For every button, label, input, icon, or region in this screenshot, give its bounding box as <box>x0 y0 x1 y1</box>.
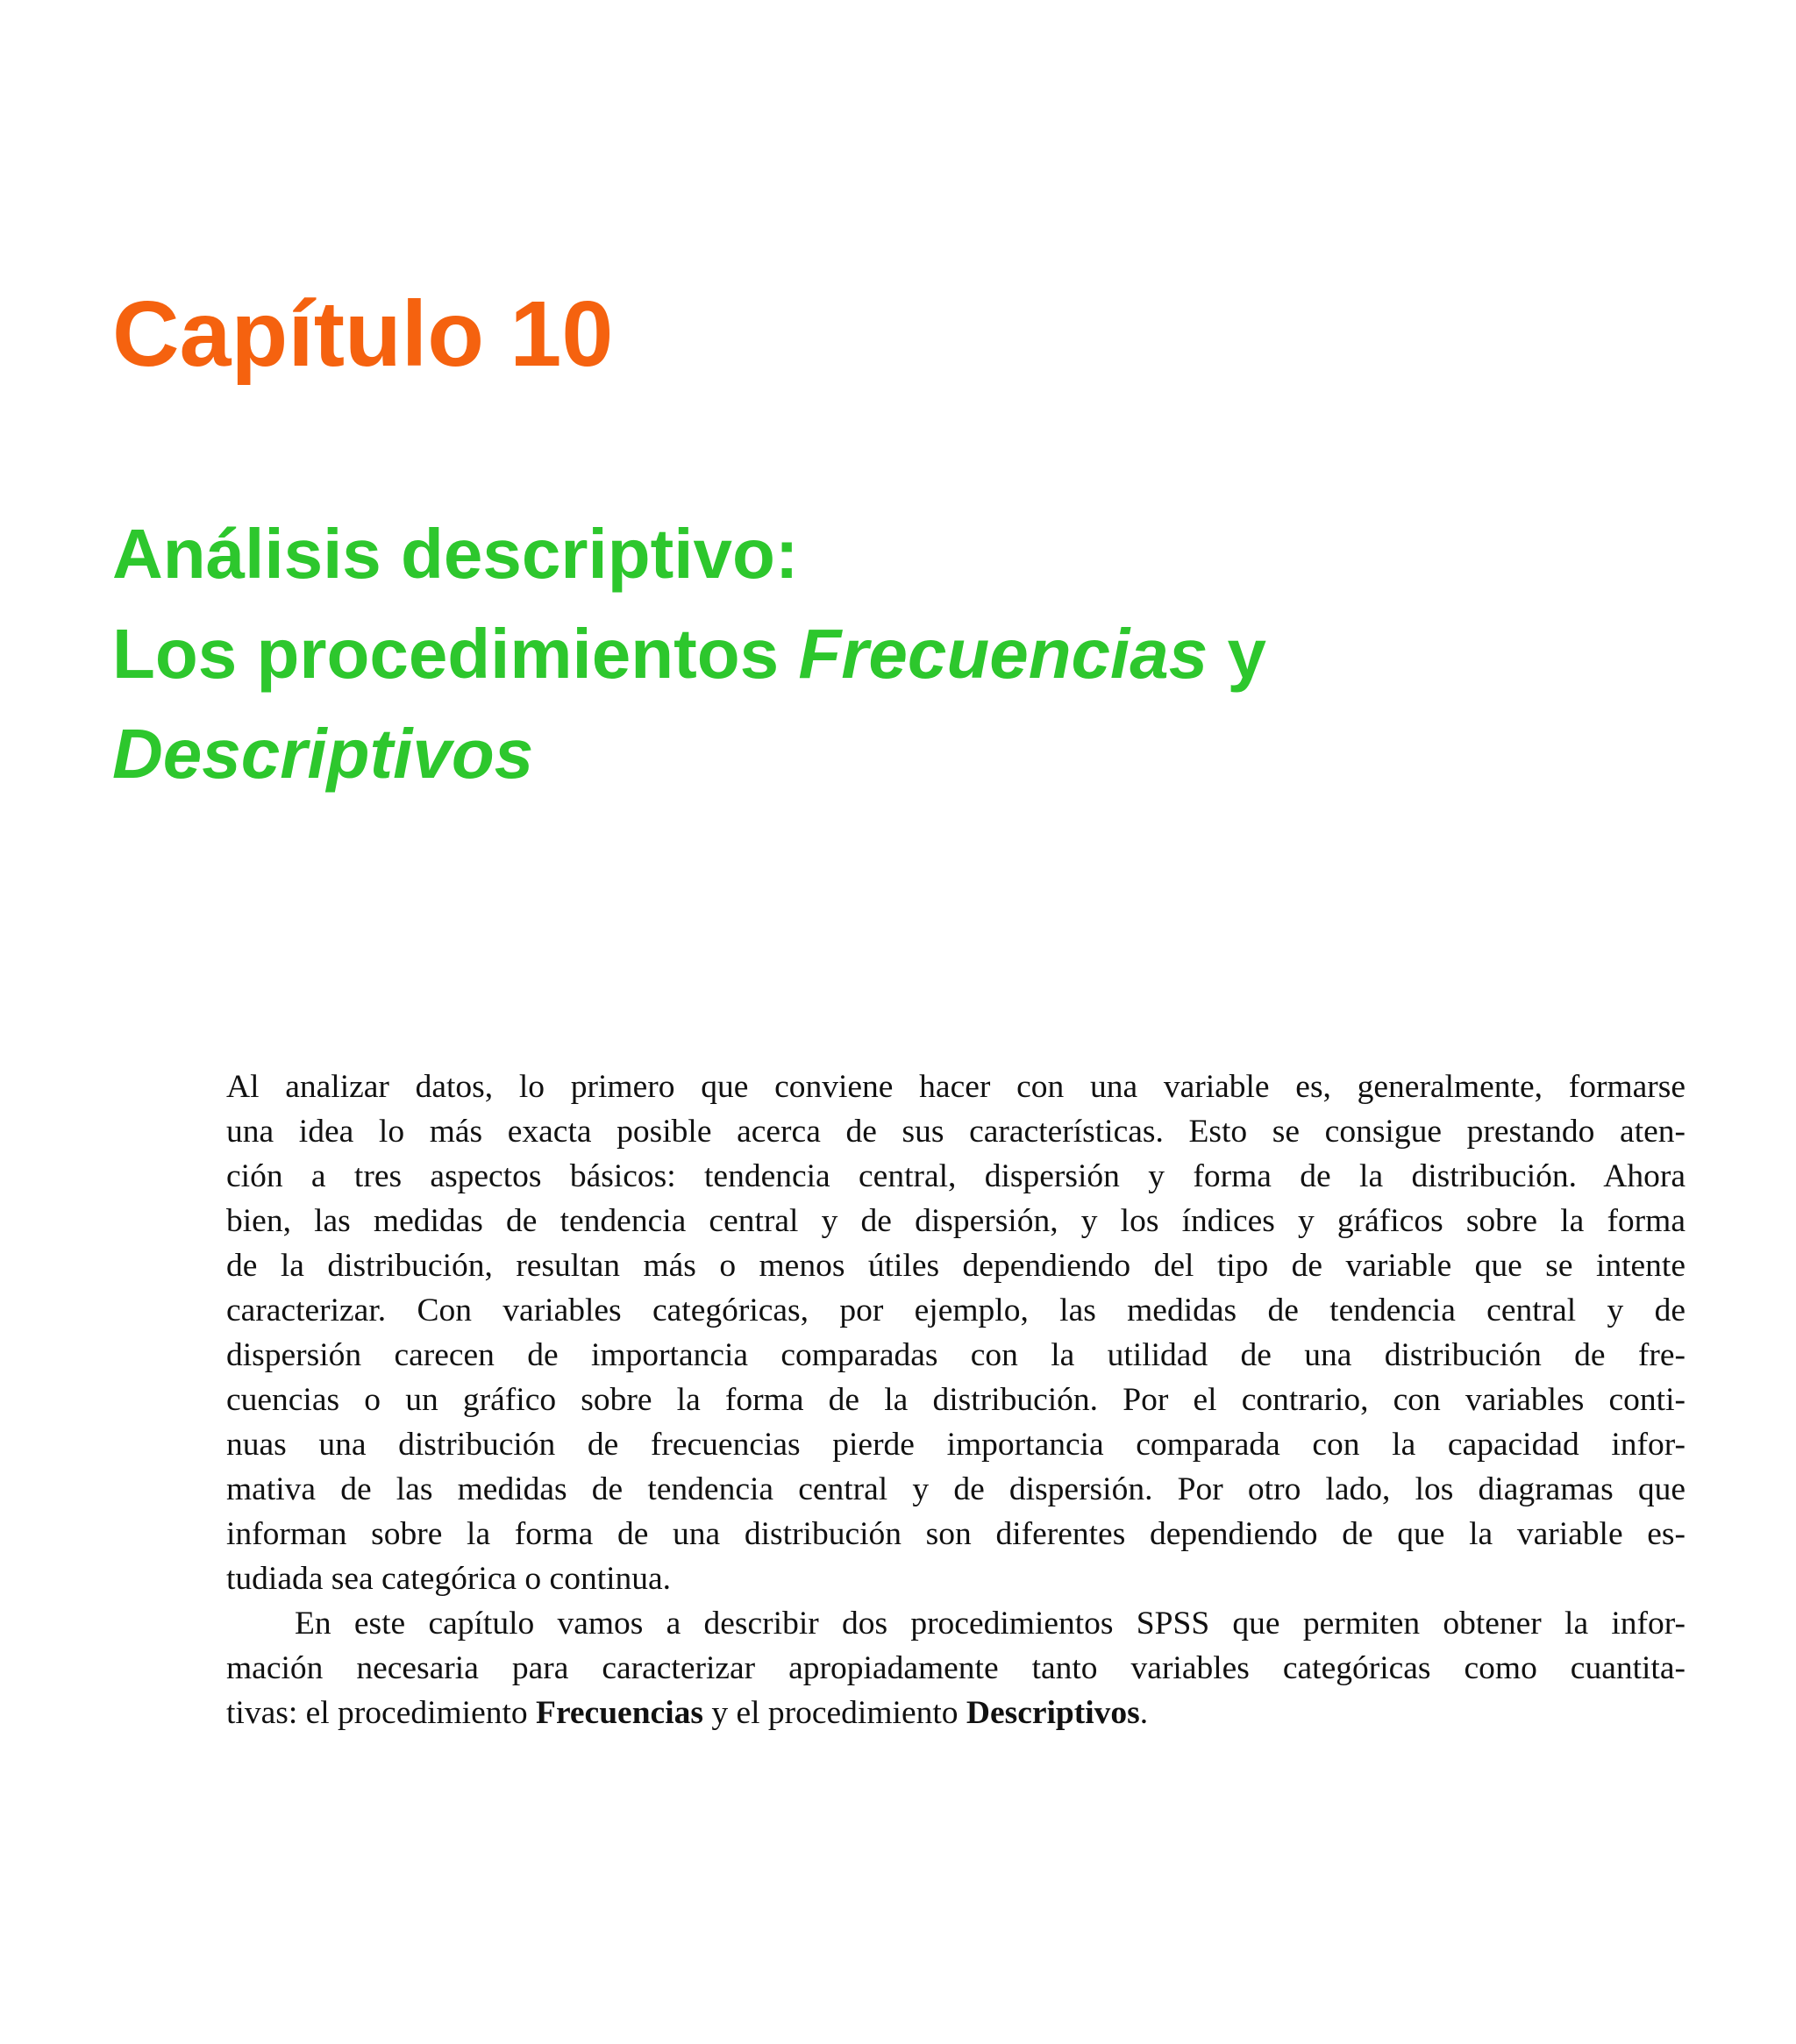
paragraph-1-line: de la distribución, resultan más o menos útiles dependiendo del tipo de variable que se intente <box>226 1248 1686 1284</box>
subtitle-descriptivos-italic: Descriptivos <box>112 715 534 793</box>
paragraph-2 <box>226 1601 1686 1735</box>
procedure-name-frecuencias: Frecuencias <box>536 1695 703 1731</box>
chapter-subtitle <box>112 504 1266 804</box>
paragraph-1-line: informan sobre la forma de una distribución son diferentes dependiendo de que la variable es- <box>226 1516 1686 1552</box>
paragraph-1-line: Al analizar datos, lo primero que conviene hacer con una variable es, generalmente, formarse <box>226 1069 1686 1105</box>
paragraph-1-line: ción a tres aspectos básicos: tendencia central, dispersión y forma de la distribución. Ahora <box>226 1158 1686 1194</box>
paragraph-2-line-3-suffix: . <box>1139 1695 1149 1731</box>
subtitle-line-2-suffix: y <box>1208 615 1266 693</box>
paragraph-2-line: mación necesaria para caracterizar apropiadamente tanto variables categóricas como cuantita- <box>226 1650 1686 1686</box>
paragraph-1-line: cuencias o un gráfico sobre la forma de la distribución. Por el contrario, con variables conti- <box>226 1382 1686 1418</box>
paragraph-1-line: una idea lo más exacta posible acerca de sus características. Esto se consigue prestando aten- <box>226 1114 1686 1150</box>
subtitle-line-2 <box>112 604 1266 704</box>
subtitle-frecuencias-italic: Frecuencias <box>798 615 1208 693</box>
paragraph-1-line: mativa de las medidas de tendencia central y de dispersión. Por otro lado, los diagramas que <box>226 1471 1686 1507</box>
paragraph-2-line-3-prefix: tivas: el procedimiento <box>226 1695 537 1731</box>
paragraph-1-line: caracterizar. Con variables categóricas, por ejemplo, las medidas de tendencia central y de <box>226 1293 1686 1328</box>
paragraph-1-line: nuas una distribución de frecuencias pierde importancia comparada con la capacidad infor- <box>226 1427 1686 1463</box>
paragraph-1-line: bien, las medidas de tendencia central y de dispersión, y los índices y gráficos sobre la forma <box>226 1203 1686 1239</box>
body-text <box>226 1065 1686 1735</box>
paragraph-1-line: tudiada sea categórica o continua. <box>226 1561 672 1597</box>
paragraph-1 <box>226 1065 1686 1601</box>
subtitle-line-2-prefix: Los procedimientos <box>112 615 799 693</box>
procedure-name-descriptivos: Descriptivos <box>966 1695 1140 1731</box>
paragraph-2-line: En este capítulo vamos a describir dos procedimientos SPSS que permiten obtener la infor- <box>295 1606 1686 1642</box>
paragraph-2-line <box>226 1691 1686 1735</box>
paragraph-2-line-3-middle: y el procedimiento <box>702 1695 966 1731</box>
subtitle-line-1: Análisis descriptivo: <box>112 515 799 593</box>
chapter-heading: Capítulo 10 <box>112 282 614 386</box>
subtitle-line-3 <box>112 704 1266 804</box>
paragraph-1-line: dispersión carecen de importancia comparadas con la utilidad de una distribución de fre- <box>226 1337 1686 1373</box>
